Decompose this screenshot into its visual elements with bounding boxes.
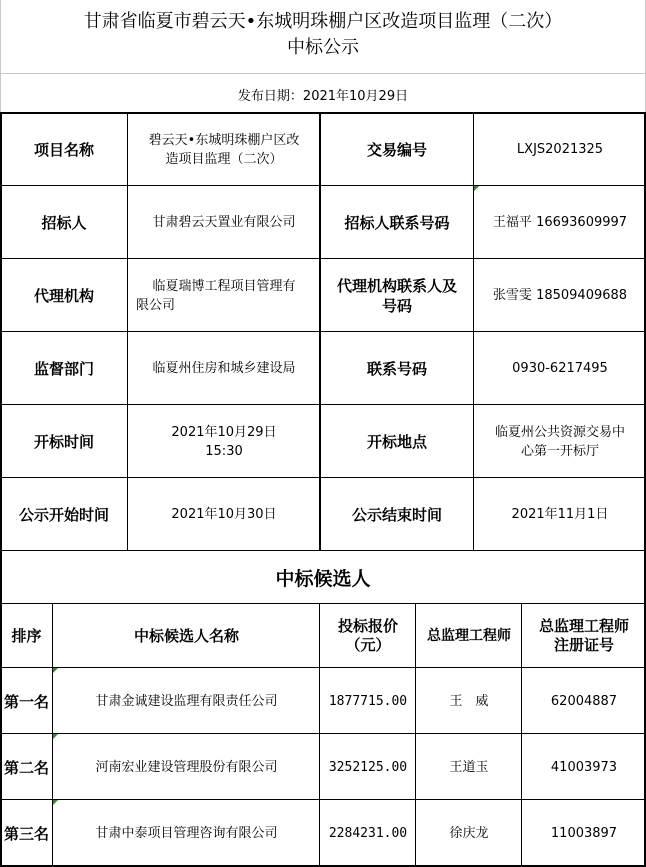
- header-bid-price: [320, 604, 416, 668]
- agency-label: 代理机构: [33, 286, 94, 305]
- grid-h-line: [0, 185, 646, 186]
- title-line-1: 甘肃省临夏市碧云天•东城明珠棚户区改造项目监理（二次）: [83, 11, 563, 32]
- header-candidate-name: 中标候选人名称: [133, 626, 239, 645]
- header-cert-line-1: 总监理工程师: [538, 617, 629, 635]
- candidate-name-cell: 甘肃金诚建设监理有限责任公司: [95, 693, 278, 709]
- chief-engineer-cell: 徐庆龙: [449, 825, 489, 841]
- contact-phone-value: 0930-6217495: [512, 361, 608, 376]
- header-bid-price-line-2: （元）: [345, 636, 391, 654]
- project-name-line-2: 造项目监理（二次）: [165, 151, 283, 167]
- grid-v-line: [319, 603, 320, 867]
- bid-price-cell: 3252125.00: [328, 759, 408, 775]
- notice-start-value: 2021年10月30日: [171, 507, 277, 522]
- supervisor-value: 临夏州住房和城乡建设局: [152, 361, 296, 376]
- grid-h-line: [0, 733, 646, 734]
- header-chief-engineer: 总监理工程师: [427, 627, 511, 644]
- opening-place-label: 开标地点: [366, 432, 427, 451]
- grid-v-line: [319, 112, 321, 551]
- grid-v-line: [415, 603, 416, 867]
- agency-contact-name: 张雪雯: [492, 288, 532, 303]
- tenderer-value: 甘肃碧云天置业有限公司: [152, 215, 296, 230]
- trade-no-value: LXJS2021325: [516, 142, 604, 157]
- title-divider: [0, 73, 646, 74]
- project-name-label: 项目名称: [33, 140, 94, 159]
- publish-date-value: 2021年10月29日: [302, 88, 409, 104]
- agency-contact-value: [474, 259, 646, 332]
- grid-h-line: [0, 331, 646, 332]
- header-rank: 排序: [11, 626, 42, 645]
- header-cert-number: [522, 604, 646, 668]
- rank-cell: 第二名: [3, 758, 49, 777]
- publish-date-label: 发布日期：: [237, 88, 303, 104]
- opening-date: 2021年10月29日: [171, 424, 277, 440]
- grid-h-line: [0, 667, 646, 668]
- grid-h-line: [0, 603, 646, 604]
- tenderer-phone-label: 招标人联系号码: [344, 213, 450, 232]
- chief-engineer-cell: 王 威: [449, 693, 489, 709]
- tenderer-phone-value: [474, 186, 646, 259]
- cell-error-marker-icon: [53, 668, 58, 673]
- rank-cell: 第三名: [3, 824, 49, 843]
- bid-price-cell: 2284231.00: [328, 825, 408, 841]
- cert-number-cell: 11003897: [550, 825, 618, 841]
- agency-contact-label-line-2: 号码: [381, 296, 412, 315]
- opening-place-line-1: 临夏州公共资源交易中: [494, 424, 625, 440]
- tenderer-contact-name: 王福平: [492, 215, 532, 230]
- notice-start-label: 公示开始时间: [18, 505, 109, 524]
- rank-cell: 第一名: [3, 692, 49, 711]
- trade-no-label: 交易编号: [366, 140, 427, 159]
- supervisor-label: 监督部门: [33, 359, 94, 378]
- cell-error-marker-icon: [53, 734, 58, 739]
- cert-number-cell: 41003973: [550, 759, 618, 775]
- header-bid-price-line-1: 投标报价: [337, 617, 398, 635]
- opening-time-label: 开标时间: [33, 432, 94, 451]
- header-cert-line-2: 注册证号: [553, 636, 614, 654]
- publish-date-row: [0, 78, 646, 110]
- tenderer-phone-number: 16693609997: [536, 215, 628, 230]
- chief-engineer-cell: 王道玉: [449, 759, 489, 775]
- notice-end-value: 2021年11月1日: [511, 507, 609, 522]
- title-left-edge: [0, 0, 1, 113]
- opening-clock: 15:30: [205, 443, 243, 459]
- grid-v-line: [521, 603, 522, 867]
- agency-contact-label-line-1: 代理机构联系人及: [336, 276, 457, 295]
- agency-contact-label: [320, 259, 474, 332]
- grid-h-line: [0, 799, 646, 800]
- title-line-2: 中标公示: [287, 37, 359, 58]
- grid-v-line: [127, 112, 128, 551]
- grid-h-line: [0, 112, 646, 114]
- bid-price-cell: 1877715.00: [328, 693, 408, 709]
- document-title: [0, 4, 646, 66]
- grid-h-line: [0, 258, 646, 259]
- project-name-line-1: 碧云天•东城明珠棚户区改: [148, 132, 300, 148]
- grid-h-line: [0, 404, 646, 405]
- cell-error-marker-icon: [474, 186, 479, 191]
- opening-place-line-2: 心第一开标厅: [520, 443, 599, 459]
- project-name-value: [128, 113, 320, 186]
- grid-v-line: [0, 112, 2, 867]
- grid-v-line: [473, 112, 474, 551]
- candidates-section-title: 中标候选人: [275, 568, 371, 590]
- grid-h-line: [0, 550, 646, 551]
- notice-end-label: 公示结束时间: [351, 505, 442, 524]
- agency-value: [128, 259, 320, 332]
- agency-line-2: 限公司: [136, 297, 176, 313]
- cell-error-marker-icon: [53, 800, 58, 805]
- agency-line-1: 临夏瑞博工程项目管理有: [152, 278, 296, 294]
- contact-phone-label: 联系号码: [366, 359, 427, 378]
- tenderer-label: 招标人: [41, 213, 87, 232]
- opening-place-value: [474, 405, 646, 478]
- agency-phone-number: 18509409688: [536, 288, 628, 303]
- candidate-name-cell: 河南宏业建设管理股份有限公司: [95, 759, 278, 775]
- grid-h-line: [0, 477, 646, 478]
- opening-time-value: [128, 405, 320, 478]
- candidate-name-cell: 甘肃中泰项目管理咨询有限公司: [95, 825, 278, 841]
- cert-number-cell: 62004887: [550, 693, 618, 709]
